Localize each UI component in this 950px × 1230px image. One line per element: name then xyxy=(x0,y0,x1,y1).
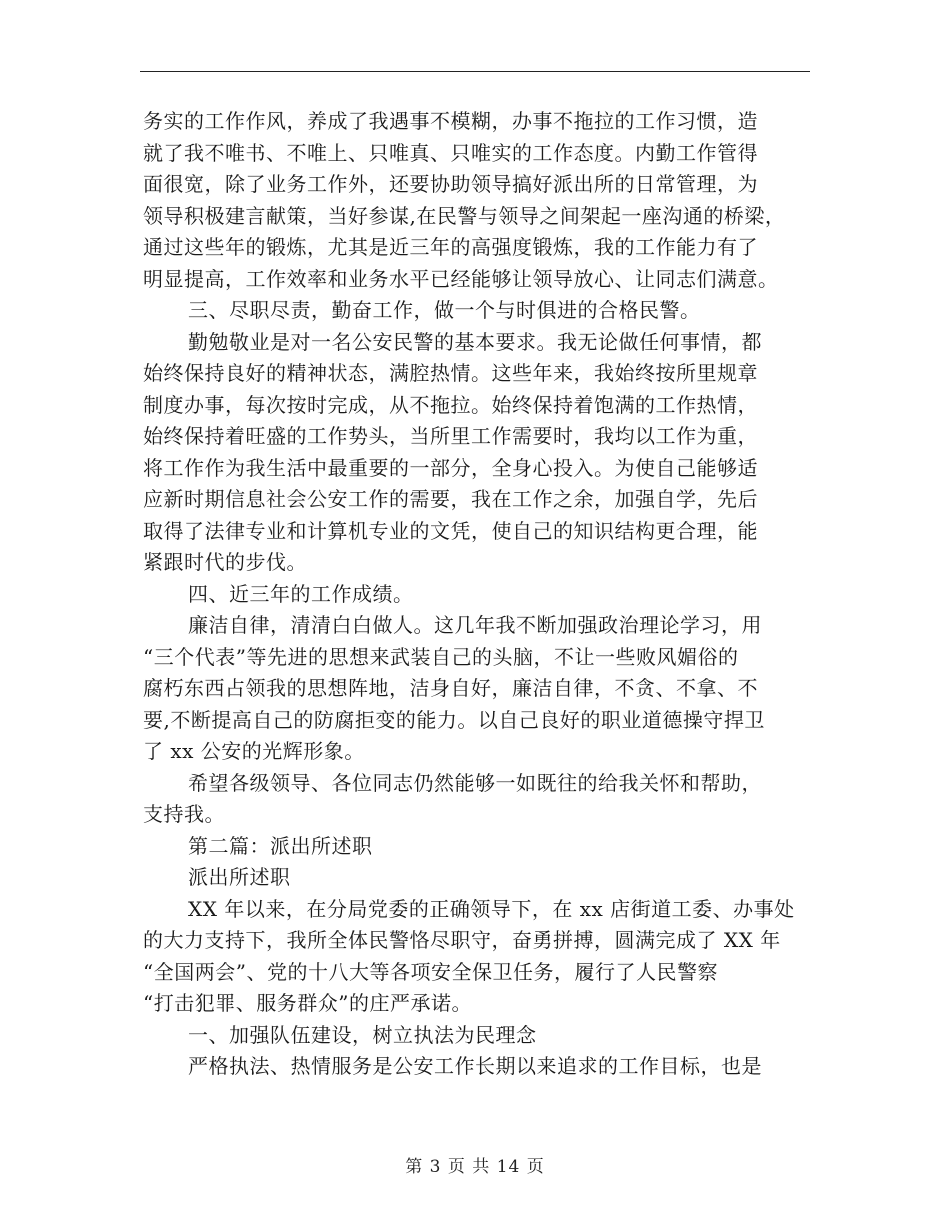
text-line: 取得了法律专业和计算机专业的文凭，使自己的知识结构更合理，能 xyxy=(143,518,758,543)
text-line: 一、加强队伍建设，树立执法为民理念 xyxy=(188,1022,537,1047)
page-footer: 第 3 页 共 14 页 xyxy=(405,1157,545,1177)
text-line: 制度办事，每次按时完成，从不拖拉。始终保持着饱满的工作热情， xyxy=(143,392,758,417)
text-line: 将工作作为我生活中最重要的一部分，全身心投入。为使自己能够适 xyxy=(143,455,758,480)
text-line: 领导积极建言献策，当好参谋,在民警与领导之间架起一座沟通的桥梁， xyxy=(143,203,786,228)
text-line: 始终保持良好的精神状态，满腔热情。这些年来，我始终按所里规章 xyxy=(143,361,758,385)
text-line: 的大力支持下，我所全体民警恪尽职守，奋勇拼搏，圆满完成了 XX 年 xyxy=(143,928,781,952)
text-line: 派出所述职 xyxy=(188,865,291,889)
text-line: 严格执法、热情服务是公安工作长期以来追求的工作目标，也是 xyxy=(188,1054,762,1078)
text-line: “三个代表”等先进的思想来武装自己的头脑，不让一些败风媚俗的 xyxy=(143,644,739,669)
text-line: 腐朽东西占领我的思想阵地，洁身自好，廉洁自律，不贪、不拿、不 xyxy=(143,676,758,700)
text-line: 了 xx 公安的光辉形象。 xyxy=(143,739,365,763)
text-line: 始终保持着旺盛的工作势头，当所里工作需要时，我均以工作为重， xyxy=(143,424,758,448)
document-body xyxy=(143,106,823,1083)
text-line: 第二篇：派出所述职 xyxy=(188,833,373,858)
text-line: 希望各级领导、各位同志仍然能够一如既往的给我关怀和帮助， xyxy=(188,770,762,795)
text-line: 应新时期信息社会公安工作的需要，我在工作之余，加强自学，先后 xyxy=(143,487,758,511)
text-line: 勤勉敬业是对一名公安民警的基本要求。我无论做任何事情，都 xyxy=(188,329,762,354)
text-line: 三、尽职尽责，勤奋工作，做一个与时俱进的合格民警。 xyxy=(188,298,701,322)
text-line: 明显提高，工作效率和业务水平已经能够让领导放心、让同志们满意。 xyxy=(143,266,779,291)
text-line: XX 年以来，在分局党委的正确领导下，在 xx 店街道工委、办事处 xyxy=(188,896,795,921)
text-line: “全国两会”、党的十八大等各项安全保卫任务，履行了人民警察 xyxy=(143,959,718,984)
text-line: 通过这些年的锻炼，尤其是近三年的高强度锻炼，我的工作能力有了 xyxy=(143,235,758,259)
text-line: 四、近三年的工作成绩。 xyxy=(188,581,414,606)
text-line: 面很宽，除了业务工作外，还要协助领导搞好派出所的日常管理，为 xyxy=(143,172,758,196)
header-rule xyxy=(140,71,810,72)
text-line: “打击犯罪、服务群众”的庄严承诺。 xyxy=(143,991,472,1015)
text-line: 就了我不唯书、不唯上、只唯真、只唯实的工作态度。内勤工作管得 xyxy=(143,140,758,165)
text-line: 支持我。 xyxy=(143,802,225,826)
text-line: 要,不断提高自己的防腐拒变的能力。以自己良好的职业道德操守捍卫 xyxy=(143,707,765,732)
text-line: 务实的工作作风，养成了我遇事不模糊，办事不拖拉的工作习惯，造 xyxy=(143,109,758,133)
text-line: 廉洁自律，清清白白做人。这几年我不断加强政治理论学习，用 xyxy=(188,613,762,637)
text-line: 紧跟时代的步伐。 xyxy=(143,550,307,574)
